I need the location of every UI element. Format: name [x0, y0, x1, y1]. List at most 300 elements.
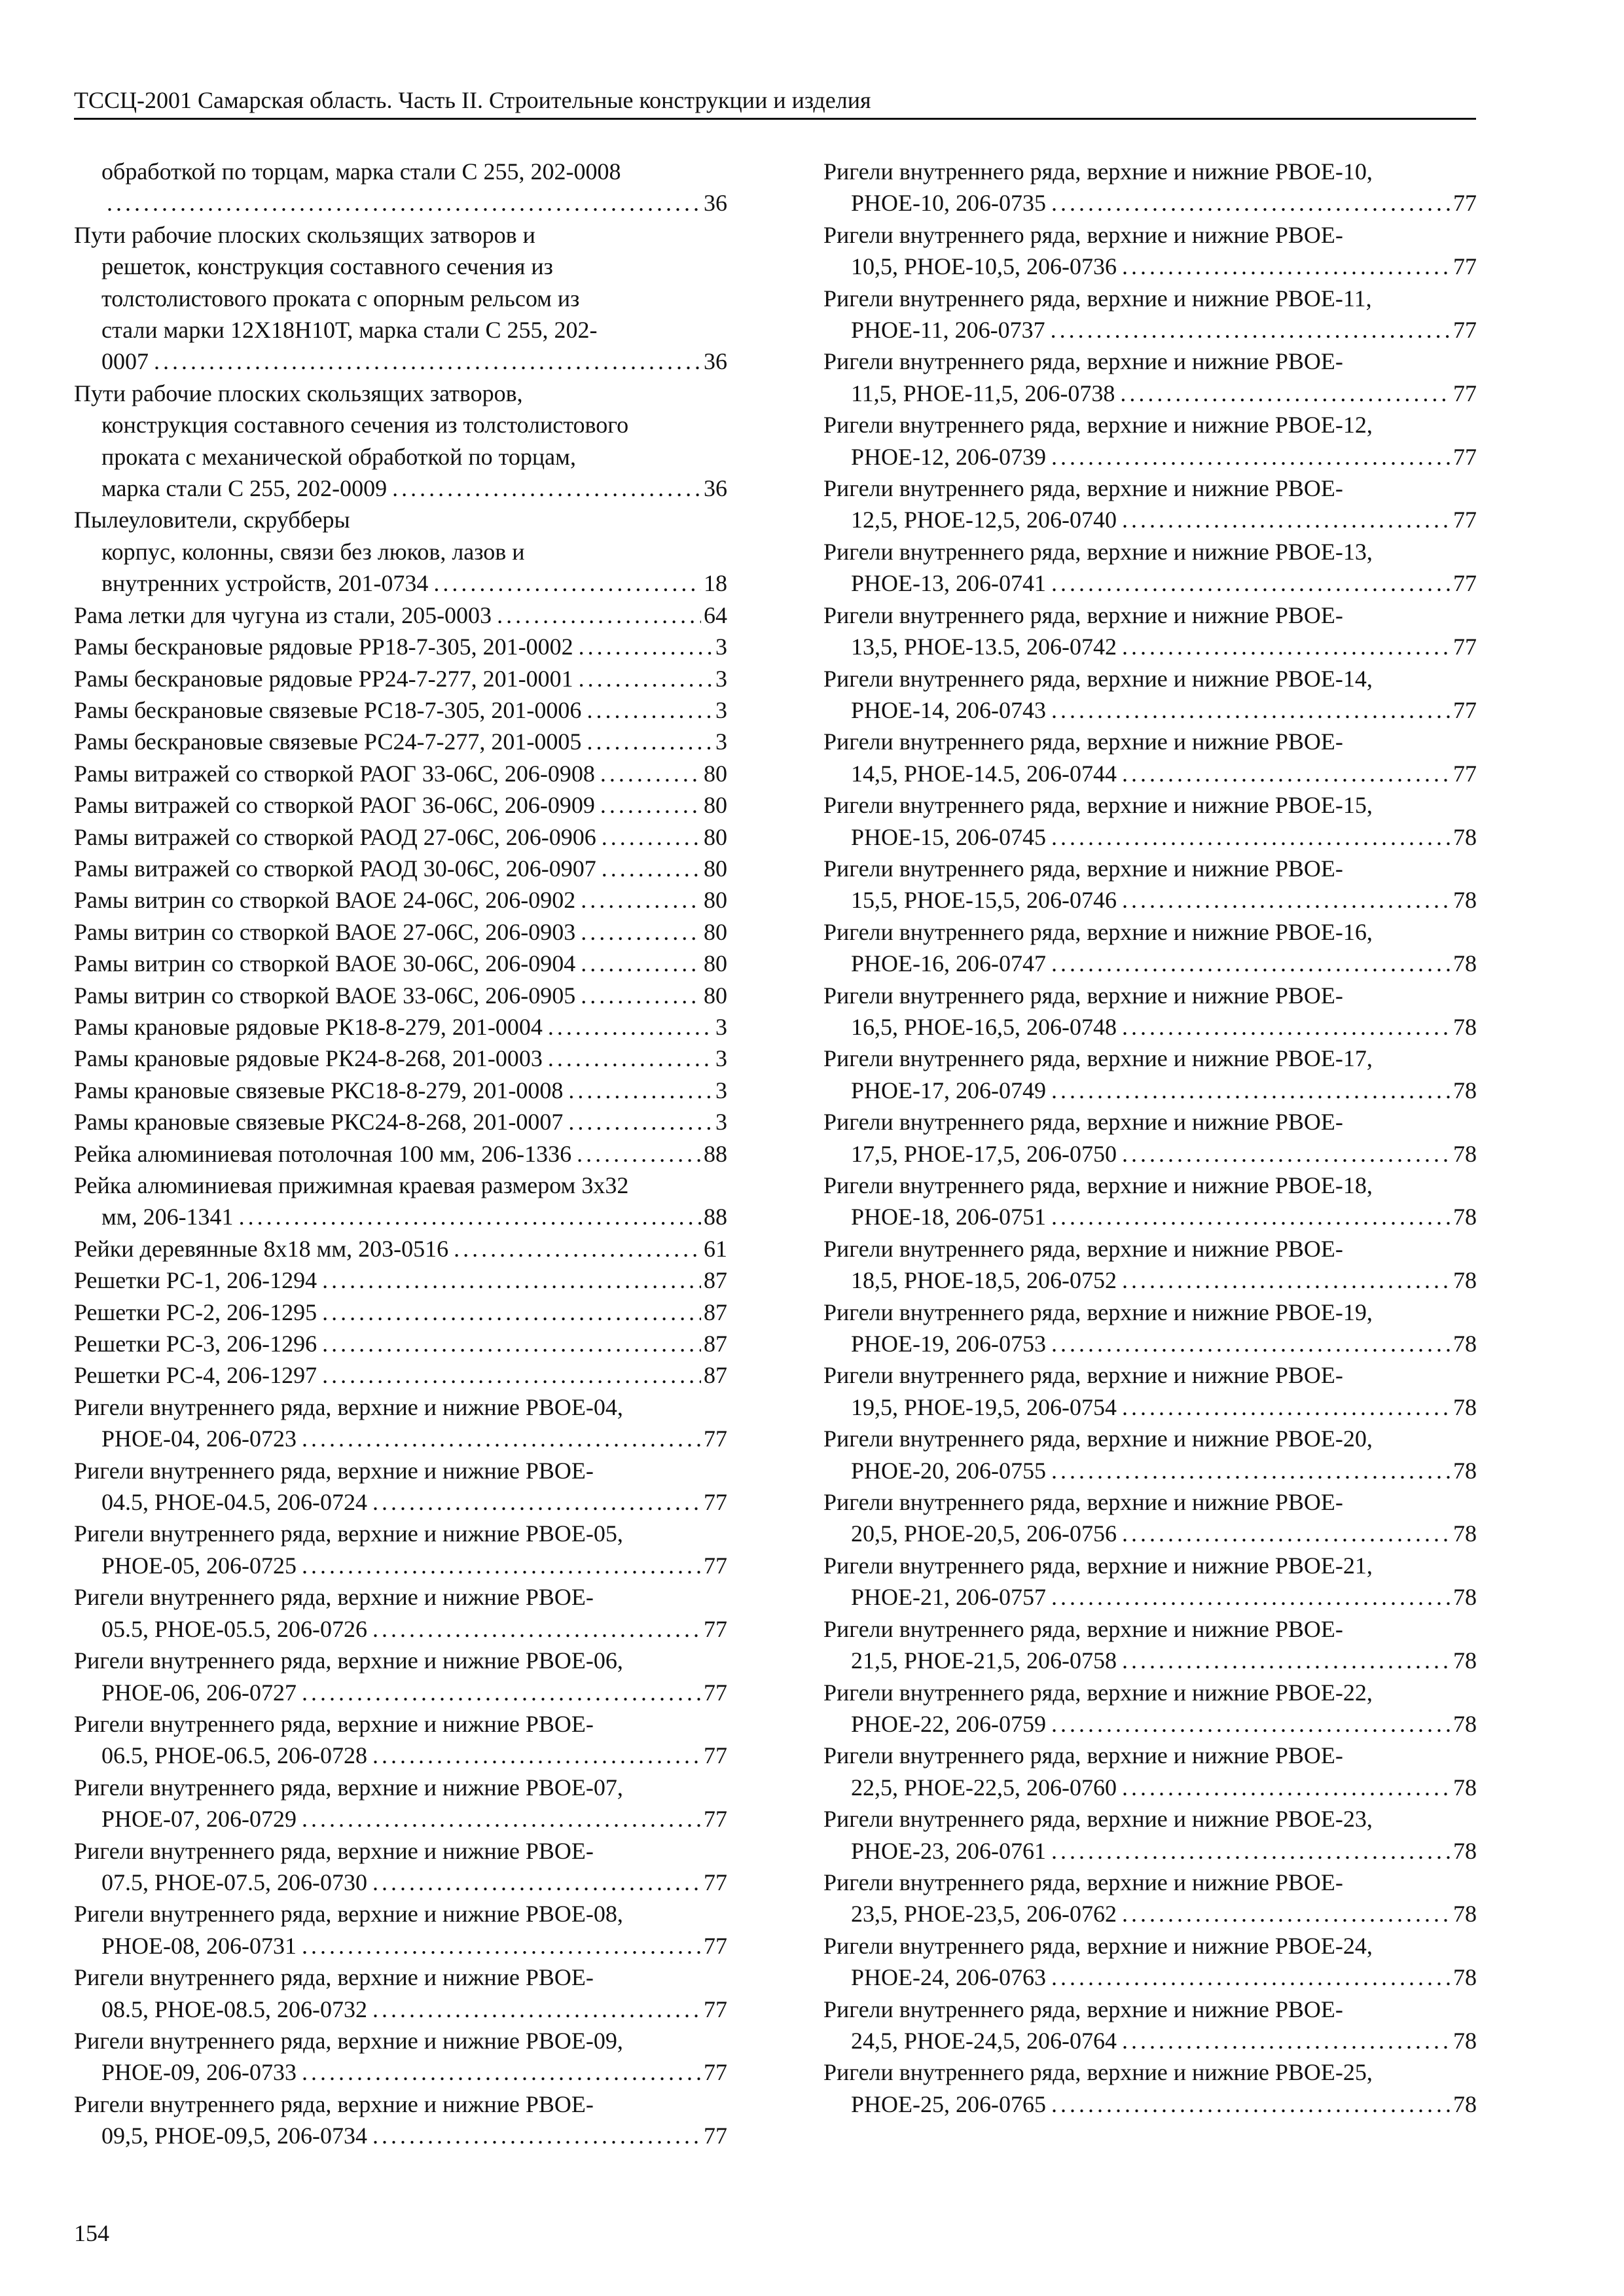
index-entry-line	[823, 884, 1477, 916]
dot-leader	[1122, 1138, 1451, 1170]
dot-leader	[1051, 1201, 1451, 1232]
dot-leader	[302, 1803, 701, 1835]
index-entry	[823, 1106, 1477, 1170]
index-entry-text: Ригели внутреннего ряда, верхние и нижние РВОЕ-08,	[74, 1901, 623, 1928]
dot-leader	[1122, 1011, 1451, 1043]
index-entry-page: 77	[704, 1932, 727, 1959]
dot-leader	[581, 948, 701, 979]
index-entry-line	[74, 1613, 727, 1645]
index-entry-text: 06.5, РНОЕ-06.5, 206-0728	[101, 1742, 367, 1769]
index-entry-text: 14,5, РНОЕ-14.5, 206-0744	[851, 760, 1117, 787]
index-entry-page: 77	[704, 1679, 727, 1706]
dot-leader	[1122, 631, 1451, 662]
index-entry-text: Ригели внутреннего ряда, верхние и нижние РВОЕ-	[823, 1109, 1343, 1136]
index-entry-line	[823, 758, 1477, 789]
index-entry-line	[823, 1772, 1477, 1803]
index-entry-page: 88	[704, 1204, 727, 1230]
index-entry-line	[74, 473, 727, 504]
index-column-right	[823, 156, 1477, 2120]
index-entry	[823, 726, 1477, 789]
index-entry-page: 87	[704, 1362, 727, 1389]
index-entry-text: РНОЕ-23, 206-0761	[851, 1837, 1046, 1864]
index-entry-text: Рейка алюминиевая прижимная краевая размером 3х32	[74, 1172, 629, 1198]
index-entry-text: стали марки 12Х18Н10Т, марка стали С 255, 202-	[101, 317, 598, 344]
index-entry-page: 78	[1453, 950, 1477, 977]
index-entry-text: 16,5, РНОЕ-16,5, 206-0748	[851, 1013, 1117, 1040]
index-entry-text: обработкой по торцам, марка стали С 255, 202-0008	[101, 158, 621, 185]
index-entry-text: 13,5, РНОЕ-13.5, 206-0742	[851, 634, 1117, 660]
dot-leader	[568, 1075, 713, 1106]
index-entry-text: РНОЕ-17, 206-0749	[851, 1077, 1046, 1103]
index-entry-line	[823, 567, 1477, 599]
index-entry	[74, 504, 727, 599]
index-entry-text: 12,5, РНОЕ-12,5, 206-0740	[851, 507, 1117, 533]
index-entry-text: Ригели внутреннего ряда, верхние и нижние РВОЕ-	[823, 601, 1343, 628]
index-entry-line	[823, 409, 1477, 440]
dot-leader	[1122, 1518, 1451, 1549]
index-entry-page: 78	[1453, 1710, 1477, 1737]
dot-leader	[302, 1930, 701, 1962]
index-entry	[823, 156, 1477, 219]
index-entry-text: 24,5, РНОЕ-24,5, 206-0764	[851, 2027, 1117, 2054]
index-entry-text: Ригели внутреннего ряда, верхние и нижние РВОЕ-21,	[823, 1552, 1373, 1579]
index-entry-text: Ригели внутреннего ряда, верхние и нижние РВОЕ-	[74, 2090, 594, 2117]
page-header: ТССЦ-2001 Самарская область. Часть II. Строительные конструкции и изделия	[74, 84, 1476, 120]
index-entry-page: 77	[704, 2059, 727, 2086]
dot-leader	[1122, 1772, 1451, 1803]
index-entry-text: РНОЕ-09, 206-0733	[101, 2059, 297, 2086]
index-entry-page: 78	[1453, 1331, 1477, 1357]
index-entry	[74, 1962, 727, 2025]
dot-leader	[392, 473, 701, 504]
index-entry-line	[823, 1455, 1477, 1486]
dot-leader	[107, 187, 701, 219]
index-entry	[823, 789, 1477, 853]
dot-leader	[302, 1550, 701, 1581]
index-entry-line	[823, 980, 1477, 1011]
index-entry	[74, 884, 727, 916]
index-entry-line	[823, 663, 1477, 694]
index-entry-line	[74, 1201, 727, 1232]
index-entry	[74, 1011, 727, 1043]
index-entry-text: Ригели внутреннего ряда, верхние и нижние РВОЕ-	[74, 1584, 594, 1611]
index-entry-line	[74, 1677, 727, 1708]
index-entry-text: 04.5, РНОЕ-04.5, 206-0724	[101, 1489, 367, 1516]
index-entry-line	[823, 853, 1477, 884]
index-entry-line	[74, 980, 727, 1011]
index-entry	[74, 1898, 727, 1962]
index-entry-line	[823, 473, 1477, 504]
index-entry-text: Ригели внутреннего ряда, верхние и нижние РВОЕ-	[823, 982, 1343, 1009]
index-entry	[823, 1233, 1477, 1297]
index-entry-line	[823, 1677, 1477, 1708]
index-entry	[74, 1233, 727, 1265]
index-entry-page: 80	[704, 982, 727, 1009]
index-entry-text: Ригели внутреннего ряда, верхние и нижние РВОЕ-	[823, 1362, 1343, 1389]
dot-leader	[586, 726, 713, 757]
index-entry-line	[823, 789, 1477, 821]
index-entry-page: 80	[704, 760, 727, 787]
index-entry-text: 15,5, РНОЕ-15,5, 206-0746	[851, 887, 1117, 914]
index-entry-line	[74, 1867, 727, 1898]
dot-leader	[577, 1138, 701, 1170]
index-entry-text: Рамы бескрановые рядовые РР18-7-305, 201-0002	[74, 634, 573, 660]
index-entry-line	[74, 1835, 727, 1867]
index-entry	[823, 409, 1477, 473]
index-entry-page: 78	[1453, 823, 1477, 850]
dot-leader	[568, 1106, 713, 1138]
index-entry	[74, 853, 727, 884]
dot-leader	[1122, 504, 1451, 535]
index-entry-text: Ригели внутреннего ряда, верхние и нижние РВОЕ-20,	[823, 1426, 1373, 1452]
index-entry	[74, 600, 727, 631]
index-entry-text: Ригели внутреннего ряда, верхние и нижние РВОЕ-09,	[74, 2027, 623, 2054]
index-entry-text: Ригели внутреннего ряда, верхние и нижние РВОЕ-13,	[823, 538, 1373, 565]
index-entry-line	[823, 2025, 1477, 2056]
index-entry-line	[74, 600, 727, 631]
index-entry-line	[74, 346, 727, 377]
index-entry	[74, 1297, 727, 1328]
index-entry-line	[823, 1835, 1477, 1867]
index-entry-text: РНОЕ-08, 206-0731	[101, 1932, 297, 1959]
index-entry-text: 22,5, РНОЕ-22,5, 206-0760	[851, 1774, 1117, 1801]
index-entry-line	[74, 1328, 727, 1359]
index-entry-text: конструкция составного сечения из толстолистового	[101, 412, 629, 439]
index-entry-line	[823, 2089, 1477, 2120]
dot-leader	[322, 1265, 701, 1296]
index-entry	[74, 1138, 727, 1170]
index-entry-text: Пылеуловители, скрубберы	[74, 507, 350, 533]
index-entry-text: РНОЕ-10, 206-0735	[851, 190, 1046, 217]
index-entry	[74, 1359, 727, 1391]
index-entry-line	[74, 1170, 727, 1201]
dot-leader	[586, 694, 713, 726]
index-entry-line	[74, 2120, 727, 2151]
index-entry-page: 3	[715, 665, 727, 692]
index-entry-line	[74, 631, 727, 662]
index-entry-text: 05.5, РНОЕ-05.5, 206-0726	[101, 1615, 367, 1642]
index-entry-text: Ригели внутреннего ряда, верхние и нижние РВОЕ-	[823, 221, 1343, 248]
index-entry-line	[823, 1708, 1477, 1740]
index-entry-page: 77	[1453, 190, 1477, 217]
index-entry-text: Рама летки для чугуна из стали, 205-0003	[74, 601, 492, 628]
dot-leader	[1122, 1645, 1451, 1676]
index-entry	[823, 853, 1477, 916]
index-entry	[74, 1106, 727, 1138]
index-entry	[823, 1677, 1477, 1740]
index-entry-text: Рамы витражей со створкой РАОГ 33-06С, 206-0908	[74, 760, 595, 787]
index-entry	[74, 1518, 727, 1581]
index-entry-text: 21,5, РНОЕ-21,5, 206-0758	[851, 1647, 1117, 1674]
index-entry-page: 78	[1453, 1267, 1477, 1294]
index-entry-text: Ригели внутреннего ряда, верхние и нижние РВОЕ-	[823, 1615, 1343, 1642]
index-entry-line	[74, 441, 727, 473]
index-entry-text: Решетки РС-3, 206-1296	[74, 1331, 317, 1357]
dot-leader	[1122, 758, 1451, 789]
dot-leader	[581, 980, 701, 1011]
index-entry-text: Ригели внутреннего ряда, верхние и нижние РВОЕ-19,	[823, 1299, 1373, 1325]
index-entry-text: 23,5, РНОЕ-23,5, 206-0762	[851, 1901, 1117, 1928]
index-entry-page: 78	[1453, 1964, 1477, 1991]
index-entry-line	[74, 1391, 727, 1423]
index-entry-text: Ригели внутреннего ряда, верхние и нижние РВОЕ-14,	[823, 665, 1373, 692]
index-entry-line	[823, 631, 1477, 662]
index-entry	[823, 473, 1477, 536]
index-entry-line	[74, 187, 727, 219]
index-entry-text: Ригели внутреннего ряда, верхние и нижние РВОЕ-	[823, 1489, 1343, 1516]
index-entry-text: Ригели внутреннего ряда, верхние и нижние РВОЕ-25,	[823, 2059, 1373, 2086]
index-entry	[74, 1581, 727, 1645]
index-entry-line	[74, 2056, 727, 2088]
dot-leader	[1051, 1075, 1451, 1106]
index-entry-text: РНОЕ-20, 206-0755	[851, 1457, 1046, 1484]
dot-leader	[1122, 2025, 1451, 2056]
index-entry-text: Ригели внутреннего ряда, верхние и нижние РВОЕ-16,	[823, 918, 1373, 945]
index-entry-text: Ригели внутреннего ряда, верхние и нижние РВОЕ-	[74, 1710, 594, 1737]
index-entry-line	[74, 1455, 727, 1486]
index-entry	[74, 1265, 727, 1296]
index-entry-text: РНОЕ-15, 206-0745	[851, 823, 1046, 850]
index-entry	[823, 1740, 1477, 1803]
index-entry-line	[74, 1740, 727, 1771]
index-entry-text: Ригели внутреннего ряда, верхние и нижние РВОЕ-	[823, 1235, 1343, 1262]
index-entry-line	[823, 1170, 1477, 1201]
index-entry-page: 18	[704, 570, 727, 597]
dot-leader	[1120, 378, 1451, 409]
index-entry	[74, 789, 727, 821]
index-entry	[823, 1803, 1477, 1867]
index-entry-line	[823, 2056, 1477, 2088]
index-entry-text: Ригели внутреннего ряда, верхние и нижние РВОЕ-06,	[74, 1647, 623, 1674]
index-entry-line	[823, 948, 1477, 979]
index-entry-text: Решетки РС-2, 206-1295	[74, 1299, 317, 1325]
index-entry-line	[74, 1518, 727, 1549]
index-entry-text: толстолистового проката с опорным рельсом из	[101, 285, 580, 312]
index-entry-page: 87	[704, 1331, 727, 1357]
index-entry	[823, 1359, 1477, 1423]
index-entry	[74, 1075, 727, 1106]
index-entry-page: 80	[704, 950, 727, 977]
index-entry-text: Рамы крановые рядовые РК18-8-279, 201-0004	[74, 1013, 543, 1040]
index-entry-line	[74, 1930, 727, 1962]
index-entry-text: Ригели внутреннего ряда, верхние и нижние РВОЕ-11,	[823, 285, 1372, 312]
index-entry	[74, 980, 727, 1011]
index-entry-line	[823, 1613, 1477, 1645]
index-entry-text: Рамы витрин со створкой ВАОЕ 33-06С, 206-0905	[74, 982, 576, 1009]
index-entry-line	[823, 1233, 1477, 1265]
index-entry-text: Рамы витражей со створкой РАОГ 36-06С, 206-0909	[74, 792, 595, 819]
index-entry-text: Ригели внутреннего ряда, верхние и нижние РВОЕ-05,	[74, 1520, 623, 1547]
index-entry-line	[823, 1867, 1477, 1898]
dot-leader	[602, 853, 701, 884]
index-entry-text: РНОЕ-04, 206-0723	[101, 1426, 297, 1452]
index-entry-line	[823, 1550, 1477, 1581]
index-entry	[74, 1835, 727, 1899]
index-entry-page: 80	[704, 855, 727, 882]
index-entry-page: 3	[715, 1077, 727, 1103]
index-entry	[74, 2025, 727, 2089]
index-entry	[823, 600, 1477, 663]
index-entry-line	[74, 1106, 727, 1138]
index-entry-line	[823, 1962, 1477, 1993]
index-entry-line	[74, 1138, 727, 1170]
index-entry-line	[74, 1772, 727, 1803]
dot-leader	[372, 1613, 701, 1645]
index-entry	[74, 916, 727, 948]
index-entry-line	[823, 1011, 1477, 1043]
index-entry-text: РНОЕ-12, 206-0739	[851, 443, 1046, 470]
dot-leader	[548, 1043, 713, 1074]
index-entry-page: 78	[1453, 1584, 1477, 1611]
index-entry-line	[823, 1043, 1477, 1074]
index-entry-line	[74, 2089, 727, 2120]
dot-leader	[497, 600, 701, 631]
index-entry-page: 77	[704, 1615, 727, 1642]
dot-leader	[1051, 948, 1451, 979]
index-entry-text: РНОЕ-13, 206-0741	[851, 570, 1046, 597]
index-entry-text: РНОЕ-19, 206-0753	[851, 1331, 1046, 1357]
index-entry-text: Ригели внутреннего ряда, верхние и нижние РВОЕ-12,	[823, 412, 1373, 439]
index-entry-page: 77	[704, 1806, 727, 1833]
index-entry-page: 78	[1453, 2027, 1477, 2054]
index-entry-text: внутренних устройств, 201-0734	[101, 570, 429, 597]
dot-leader	[372, 1740, 701, 1771]
index-entry-line	[74, 1581, 727, 1613]
index-entry-line	[823, 1297, 1477, 1328]
index-entry-line	[823, 1645, 1477, 1676]
index-entry-line	[823, 1898, 1477, 1929]
index-entry-line	[823, 1328, 1477, 1359]
index-entry	[823, 346, 1477, 409]
index-entry-page: 77	[704, 1996, 727, 2022]
index-entry-page: 78	[1453, 1647, 1477, 1674]
dot-leader	[1122, 1898, 1451, 1929]
index-entry-text: Рамы витрин со створкой ВАОЕ 30-06С, 206-0904	[74, 950, 576, 977]
dot-leader	[579, 663, 713, 694]
index-entry-page: 36	[704, 475, 727, 502]
index-entry-text: Рамы витражей со створкой РАОД 27-06С, 206-0906	[74, 823, 596, 850]
index-entry-line	[74, 1994, 727, 2025]
index-entry-line	[823, 1138, 1477, 1170]
dot-leader	[322, 1297, 701, 1328]
dot-leader	[322, 1359, 701, 1391]
index-entry-page: 77	[704, 1742, 727, 1769]
index-entry-text: РНОЕ-11, 206-0737	[851, 317, 1045, 344]
index-entry-text: 07.5, РНОЕ-07.5, 206-0730	[101, 1869, 367, 1895]
index-entry-line	[74, 694, 727, 726]
dot-leader	[581, 884, 701, 916]
index-entry-line	[74, 821, 727, 853]
index-entry-line	[823, 1486, 1477, 1518]
index-entry-text: мм, 206-1341	[101, 1204, 234, 1230]
index-entry-line	[74, 504, 727, 535]
index-entry-line	[74, 1708, 727, 1740]
dot-leader	[600, 789, 701, 821]
index-entry-line	[823, 504, 1477, 535]
index-entry-text: решеток, конструкция составного сечения из	[101, 253, 553, 280]
dot-leader	[372, 1486, 701, 1518]
index-entry-page: 3	[715, 1013, 727, 1040]
index-entry-text: Ригели внутреннего ряда, верхние и нижние РВОЕ-	[823, 475, 1343, 502]
index-entry-text: Ригели внутреннего ряда, верхние и нижние РВОЕ-17,	[823, 1045, 1373, 1072]
index-entry-text: Ригели внутреннего ряда, верхние и нижние РВОЕ-04,	[74, 1393, 623, 1420]
index-entry-text: Ригели внутреннего ряда, верхние и нижние РВОЕ-24,	[823, 1932, 1373, 1959]
index-entry-text: Ригели внутреннего ряда, верхние и нижние РВОЕ-	[823, 728, 1343, 755]
index-entry-page: 77	[704, 1426, 727, 1452]
dot-leader	[372, 1867, 701, 1898]
index-entry-text: 10,5, РНОЕ-10,5, 206-0736	[851, 253, 1117, 280]
dot-leader	[1051, 567, 1451, 599]
index-entry-page: 77	[1453, 380, 1477, 406]
index-entry-line	[823, 726, 1477, 757]
dot-leader	[302, 2056, 701, 2088]
index-entry-line	[823, 378, 1477, 409]
index-entry-page: 77	[1453, 253, 1477, 280]
index-entry	[74, 663, 727, 694]
index-entry-page: 78	[1453, 1901, 1477, 1928]
index-entry-text: марка стали С 255, 202-0009	[101, 475, 388, 502]
index-entry-page: 77	[1453, 760, 1477, 787]
index-entry-text: РНОЕ-18, 206-0751	[851, 1204, 1046, 1230]
index-entry	[74, 1455, 727, 1518]
index-entry-page: 78	[1453, 887, 1477, 914]
index-entry-text: 0007	[101, 348, 149, 375]
index-entry-text: Ригели внутреннего ряда, верхние и нижние РВОЕ-	[823, 1742, 1343, 1769]
index-entry-line	[823, 1106, 1477, 1138]
index-entry-line	[74, 409, 727, 440]
dot-leader	[581, 916, 701, 948]
index-entry-line	[823, 1803, 1477, 1835]
index-entry	[823, 283, 1477, 346]
index-entry-page: 77	[1453, 317, 1477, 344]
index-entry-text: Рамы бескрановые рядовые РР24-7-277, 201-0001	[74, 665, 573, 692]
index-entry-line	[74, 1233, 727, 1265]
index-entry-text: Ригели внутреннего ряда, верхние и нижние РВОЕ-15,	[823, 792, 1373, 819]
index-entry-page: 3	[715, 728, 727, 755]
index-entry-page: 80	[704, 792, 727, 819]
index-entry-text: Рамы крановые связевые РКС18-8-279, 201-0008	[74, 1077, 564, 1103]
index-entry-page: 64	[704, 601, 727, 628]
dot-leader	[372, 1994, 701, 2025]
index-entry-text: Рамы бескрановые связевые РС18-7-305, 201-0006	[74, 696, 582, 723]
index-entry-page: 36	[704, 190, 727, 217]
dot-leader	[1051, 187, 1451, 219]
index-entry-line	[823, 1740, 1477, 1771]
dot-leader	[1051, 2089, 1451, 2120]
dot-leader	[1051, 314, 1451, 346]
index-entry-line	[823, 536, 1477, 567]
index-entry-text: 20,5, РНОЕ-20,5, 206-0756	[851, 1520, 1117, 1547]
index-entry-page: 77	[1453, 443, 1477, 470]
index-entry-text: Рамы витрин со створкой ВАОЕ 27-06С, 206-0903	[74, 918, 576, 945]
dot-leader	[600, 758, 701, 789]
index-entry-line	[74, 314, 727, 346]
index-entry-page: 36	[704, 348, 727, 375]
index-entry-line	[823, 1359, 1477, 1391]
page-number: 154	[74, 2220, 109, 2246]
index-entry	[823, 536, 1477, 600]
index-entry-page: 3	[715, 1045, 727, 1072]
index-entry	[823, 916, 1477, 980]
dot-leader	[239, 1201, 701, 1232]
dot-leader	[1051, 441, 1451, 473]
index-entry-text: РНОЕ-22, 206-0759	[851, 1710, 1046, 1737]
dot-leader	[1122, 884, 1451, 916]
index-entry-page: 78	[1453, 1140, 1477, 1167]
index-entry-line	[823, 1581, 1477, 1613]
index-entry	[823, 1613, 1477, 1677]
index-entry-page: 78	[1453, 2090, 1477, 2117]
